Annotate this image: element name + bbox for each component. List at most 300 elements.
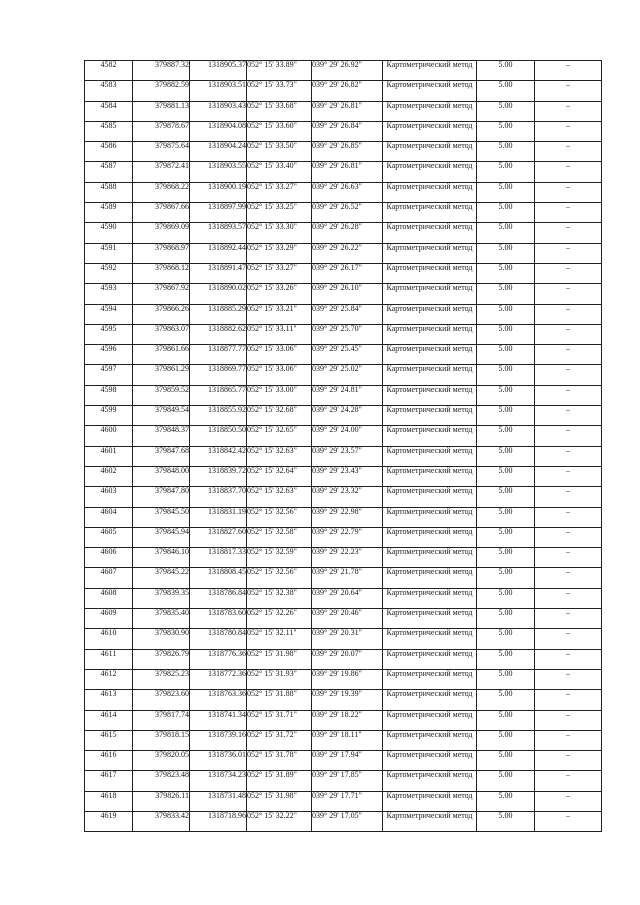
note-cell: – [535,142,602,162]
table-row [85,121,602,141]
table-body [85,61,602,832]
table-row [85,690,602,710]
note-cell: – [535,446,602,466]
x-coordinate-cell: 379887.32 [133,61,190,81]
x-coordinate-cell: 379861.66 [133,345,190,365]
y-coordinate-cell: 1318905.37 [190,61,247,81]
method-cell: Картометрический метод [383,690,477,710]
y-coordinate-cell: 1318903.51 [190,81,247,101]
y-coordinate-cell: 1318808.45 [190,568,247,588]
point-number-cell: 4603 [85,487,133,507]
point-number-cell: 4604 [85,507,133,527]
latitude-cell: 052° 15' 31.98" [247,791,312,811]
point-number-cell: 4586 [85,142,133,162]
error-cell: 5.00 [477,324,535,344]
note-cell: – [535,81,602,101]
method-cell: Картометрический метод [383,284,477,304]
note-cell: – [535,669,602,689]
method-cell: Картометрический метод [383,568,477,588]
y-coordinate-cell: 1318900.19 [190,182,247,202]
longitude-cell: 039° 29' 22.23" [312,548,383,568]
method-cell: Картометрический метод [383,507,477,527]
longitude-cell: 039° 29' 23.43" [312,466,383,486]
x-coordinate-cell: 379872.41 [133,162,190,182]
latitude-cell: 052° 15' 32.65" [247,426,312,446]
method-cell: Картометрический метод [383,487,477,507]
table-row [85,527,602,547]
longitude-cell: 039° 29' 19.39" [312,690,383,710]
method-cell: Картометрический метод [383,669,477,689]
longitude-cell: 039° 29' 17.94" [312,751,383,771]
x-coordinate-cell: 379839.35 [133,588,190,608]
method-cell: Картометрический метод [383,811,477,831]
longitude-cell: 039° 29' 18.11" [312,730,383,750]
latitude-cell: 052° 15' 32.11" [247,629,312,649]
error-cell: 5.00 [477,142,535,162]
error-cell: 5.00 [477,203,535,223]
error-cell: 5.00 [477,385,535,405]
longitude-cell: 039° 29' 26.63" [312,182,383,202]
method-cell: Картометрический метод [383,771,477,791]
latitude-cell: 052° 15' 33.26" [247,284,312,304]
x-coordinate-cell: 379826.11 [133,791,190,811]
longitude-cell: 039° 29' 22.79" [312,527,383,547]
x-coordinate-cell: 379845.94 [133,527,190,547]
note-cell: – [535,304,602,324]
method-cell: Картометрический метод [383,243,477,263]
note-cell: – [535,527,602,547]
error-cell: 5.00 [477,345,535,365]
note-cell: – [535,263,602,283]
table-row [85,345,602,365]
note-cell: – [535,690,602,710]
y-coordinate-cell: 1318780.84 [190,629,247,649]
y-coordinate-cell: 1318869.77 [190,365,247,385]
longitude-cell: 039° 29' 17.71" [312,791,383,811]
y-coordinate-cell: 1318786.84 [190,588,247,608]
table-row [85,710,602,730]
table-row [85,365,602,385]
table-row [85,324,602,344]
y-coordinate-cell: 1318839.72 [190,466,247,486]
x-coordinate-cell: 379848.00 [133,466,190,486]
note-cell: – [535,588,602,608]
error-cell: 5.00 [477,649,535,669]
longitude-cell: 039° 29' 26.10" [312,284,383,304]
table-row [85,61,602,81]
error-cell: 5.00 [477,690,535,710]
latitude-cell: 052° 15' 33.21" [247,304,312,324]
error-cell: 5.00 [477,243,535,263]
error-cell: 5.00 [477,81,535,101]
longitude-cell: 039° 29' 20.07" [312,649,383,669]
latitude-cell: 052° 15' 32.58" [247,527,312,547]
longitude-cell: 039° 29' 26.22" [312,243,383,263]
error-cell: 5.00 [477,487,535,507]
x-coordinate-cell: 379820.05 [133,751,190,771]
table-row [85,811,602,831]
method-cell: Картометрический метод [383,385,477,405]
point-number-cell: 4617 [85,771,133,791]
x-coordinate-cell: 379817.74 [133,710,190,730]
y-coordinate-cell: 1318731.48 [190,791,247,811]
latitude-cell: 052° 15' 33.50" [247,142,312,162]
longitude-cell: 039° 29' 25.84" [312,304,383,324]
table-row [85,669,602,689]
error-cell: 5.00 [477,304,535,324]
method-cell: Картометрический метод [383,649,477,669]
y-coordinate-cell: 1318842.42 [190,446,247,466]
x-coordinate-cell: 379823.48 [133,771,190,791]
point-number-cell: 4608 [85,588,133,608]
y-coordinate-cell: 1318817.33 [190,548,247,568]
note-cell: – [535,487,602,507]
y-coordinate-cell: 1318736.01 [190,751,247,771]
note-cell: – [535,203,602,223]
longitude-cell: 039° 29' 26.82" [312,81,383,101]
longitude-cell: 039° 29' 23.57" [312,446,383,466]
latitude-cell: 052° 15' 33.68" [247,101,312,121]
y-coordinate-cell: 1318892.44 [190,243,247,263]
table-row [85,182,602,202]
method-cell: Картометрический метод [383,588,477,608]
longitude-cell: 039° 29' 25.02" [312,365,383,385]
method-cell: Картометрический метод [383,426,477,446]
note-cell: – [535,629,602,649]
method-cell: Картометрический метод [383,730,477,750]
method-cell: Картометрический метод [383,324,477,344]
note-cell: – [535,406,602,426]
y-coordinate-cell: 1318877.77 [190,345,247,365]
table-row [85,568,602,588]
y-coordinate-cell: 1318783.60 [190,609,247,629]
error-cell: 5.00 [477,182,535,202]
point-number-cell: 4616 [85,751,133,771]
table-row [85,629,602,649]
y-coordinate-cell: 1318890.02 [190,284,247,304]
point-number-cell: 4585 [85,121,133,141]
latitude-cell: 052° 15' 31.72" [247,730,312,750]
method-cell: Картометрический метод [383,121,477,141]
table-row [85,730,602,750]
latitude-cell: 052° 15' 31.78" [247,751,312,771]
y-coordinate-cell: 1318734.23 [190,771,247,791]
y-coordinate-cell: 1318885.29 [190,304,247,324]
x-coordinate-cell: 379868.22 [133,182,190,202]
point-number-cell: 4594 [85,304,133,324]
longitude-cell: 039° 29' 17.85" [312,771,383,791]
x-coordinate-cell: 379866.26 [133,304,190,324]
latitude-cell: 052° 15' 32.68" [247,406,312,426]
point-number-cell: 4587 [85,162,133,182]
latitude-cell: 052° 15' 33.06" [247,345,312,365]
longitude-cell: 039° 29' 26.81" [312,162,383,182]
error-cell: 5.00 [477,223,535,243]
longitude-cell: 039° 29' 26.85" [312,142,383,162]
error-cell: 5.00 [477,609,535,629]
x-coordinate-cell: 379868.97 [133,243,190,263]
error-cell: 5.00 [477,811,535,831]
error-cell: 5.00 [477,527,535,547]
method-cell: Картометрический метод [383,527,477,547]
latitude-cell: 052° 15' 32.63" [247,487,312,507]
latitude-cell: 052° 15' 31.93" [247,669,312,689]
y-coordinate-cell: 1318850.50 [190,426,247,446]
method-cell: Картометрический метод [383,263,477,283]
table-row [85,243,602,263]
latitude-cell: 052° 15' 33.73" [247,81,312,101]
latitude-cell: 052° 15' 32.22" [247,811,312,831]
x-coordinate-cell: 379823.60 [133,690,190,710]
point-number-cell: 4606 [85,548,133,568]
longitude-cell: 039° 29' 20.64" [312,588,383,608]
point-number-cell: 4591 [85,243,133,263]
table-row [85,304,602,324]
point-number-cell: 4613 [85,690,133,710]
table-row [85,81,602,101]
latitude-cell: 052° 15' 32.64" [247,466,312,486]
latitude-cell: 052° 15' 31.98" [247,649,312,669]
point-number-cell: 4607 [85,568,133,588]
longitude-cell: 039° 29' 17.05" [312,811,383,831]
x-coordinate-cell: 379848.37 [133,426,190,446]
longitude-cell: 039° 29' 26.92" [312,61,383,81]
note-cell: – [535,61,602,81]
error-cell: 5.00 [477,507,535,527]
note-cell: – [535,345,602,365]
error-cell: 5.00 [477,406,535,426]
method-cell: Картометрический метод [383,182,477,202]
method-cell: Картометрический метод [383,203,477,223]
y-coordinate-cell: 1318865.77 [190,385,247,405]
note-cell: – [535,284,602,304]
table-row [85,406,602,426]
point-number-cell: 4610 [85,629,133,649]
x-coordinate-cell: 379875.64 [133,142,190,162]
point-number-cell: 4605 [85,527,133,547]
table-row [85,101,602,121]
note-cell: – [535,121,602,141]
note-cell: – [535,751,602,771]
longitude-cell: 039° 29' 26.52" [312,203,383,223]
point-number-cell: 4593 [85,284,133,304]
note-cell: – [535,385,602,405]
latitude-cell: 052° 15' 33.29" [247,243,312,263]
table-row [85,142,602,162]
x-coordinate-cell: 379825.23 [133,669,190,689]
longitude-cell: 039° 29' 18.22" [312,710,383,730]
longitude-cell: 039° 29' 26.17" [312,263,383,283]
point-number-cell: 4609 [85,609,133,629]
x-coordinate-cell: 379835.40 [133,609,190,629]
point-number-cell: 4589 [85,203,133,223]
latitude-cell: 052° 15' 32.56" [247,568,312,588]
table-row [85,385,602,405]
point-number-cell: 4597 [85,365,133,385]
longitude-cell: 039° 29' 23.32" [312,487,383,507]
note-cell: – [535,609,602,629]
x-coordinate-cell: 379867.66 [133,203,190,223]
table-row [85,263,602,283]
error-cell: 5.00 [477,791,535,811]
y-coordinate-cell: 1318837.70 [190,487,247,507]
y-coordinate-cell: 1318855.92 [190,406,247,426]
x-coordinate-cell: 379830.90 [133,629,190,649]
method-cell: Картометрический метод [383,629,477,649]
table-row [85,791,602,811]
latitude-cell: 052° 15' 32.63" [247,446,312,466]
longitude-cell: 039° 29' 26.84" [312,121,383,141]
note-cell: – [535,507,602,527]
error-cell: 5.00 [477,710,535,730]
x-coordinate-cell: 379849.54 [133,406,190,426]
point-number-cell: 4599 [85,406,133,426]
x-coordinate-cell: 379868.12 [133,263,190,283]
point-number-cell: 4611 [85,649,133,669]
table-row [85,162,602,182]
latitude-cell: 052° 15' 32.38" [247,588,312,608]
note-cell: – [535,791,602,811]
method-cell: Картометрический метод [383,446,477,466]
x-coordinate-cell: 379867.92 [133,284,190,304]
note-cell: – [535,466,602,486]
error-cell: 5.00 [477,669,535,689]
table-row [85,203,602,223]
table-row [85,426,602,446]
longitude-cell: 039° 29' 25.45" [312,345,383,365]
note-cell: – [535,771,602,791]
error-cell: 5.00 [477,263,535,283]
method-cell: Картометрический метод [383,791,477,811]
y-coordinate-cell: 1318882.62 [190,324,247,344]
error-cell: 5.00 [477,629,535,649]
error-cell: 5.00 [477,548,535,568]
table-row [85,223,602,243]
note-cell: – [535,101,602,121]
error-cell: 5.00 [477,751,535,771]
latitude-cell: 052° 15' 33.06" [247,365,312,385]
y-coordinate-cell: 1318741.34 [190,710,247,730]
y-coordinate-cell: 1318904.08 [190,121,247,141]
point-number-cell: 4614 [85,710,133,730]
longitude-cell: 039° 29' 24.81" [312,385,383,405]
point-number-cell: 4584 [85,101,133,121]
x-coordinate-cell: 379882.59 [133,81,190,101]
error-cell: 5.00 [477,365,535,385]
error-cell: 5.00 [477,588,535,608]
latitude-cell: 052° 15' 33.60" [247,121,312,141]
latitude-cell: 052° 15' 33.11" [247,324,312,344]
method-cell: Картометрический метод [383,609,477,629]
note-cell: – [535,182,602,202]
latitude-cell: 052° 15' 33.25" [247,203,312,223]
y-coordinate-cell: 1318904.24 [190,142,247,162]
point-number-cell: 4615 [85,730,133,750]
point-number-cell: 4601 [85,446,133,466]
latitude-cell: 052° 15' 33.40" [247,162,312,182]
latitude-cell: 052° 15' 31.88" [247,690,312,710]
method-cell: Картометрический метод [383,304,477,324]
point-number-cell: 4583 [85,81,133,101]
x-coordinate-cell: 379826.79 [133,649,190,669]
table-row [85,507,602,527]
x-coordinate-cell: 379845.50 [133,507,190,527]
latitude-cell: 052° 15' 32.59" [247,548,312,568]
method-cell: Картометрический метод [383,223,477,243]
y-coordinate-cell: 1318718.96 [190,811,247,831]
x-coordinate-cell: 379861.29 [133,365,190,385]
note-cell: – [535,710,602,730]
longitude-cell: 039° 29' 21.78" [312,568,383,588]
table-row [85,284,602,304]
method-cell: Картометрический метод [383,466,477,486]
point-number-cell: 4595 [85,324,133,344]
method-cell: Картометрический метод [383,710,477,730]
point-number-cell: 4619 [85,811,133,831]
point-number-cell: 4592 [85,263,133,283]
method-cell: Картометрический метод [383,162,477,182]
y-coordinate-cell: 1318827.60 [190,527,247,547]
table-row [85,487,602,507]
latitude-cell: 052° 15' 31.71" [247,710,312,730]
point-number-cell: 4596 [85,345,133,365]
method-cell: Картометрический метод [383,751,477,771]
note-cell: – [535,365,602,385]
longitude-cell: 039° 29' 26.28" [312,223,383,243]
y-coordinate-cell: 1318739.16 [190,730,247,750]
note-cell: – [535,324,602,344]
latitude-cell: 052° 15' 33.27" [247,182,312,202]
table-row [85,588,602,608]
method-cell: Картометрический метод [383,365,477,385]
error-cell: 5.00 [477,61,535,81]
point-number-cell: 4618 [85,791,133,811]
error-cell: 5.00 [477,162,535,182]
coordinates-table [84,60,602,832]
latitude-cell: 052° 15' 33.00" [247,385,312,405]
y-coordinate-cell: 1318891.47 [190,263,247,283]
method-cell: Картометрический метод [383,142,477,162]
error-cell: 5.00 [477,284,535,304]
method-cell: Картометрический метод [383,101,477,121]
longitude-cell: 039° 29' 20.46" [312,609,383,629]
error-cell: 5.00 [477,730,535,750]
x-coordinate-cell: 379863.07 [133,324,190,344]
longitude-cell: 039° 29' 24.00" [312,426,383,446]
x-coordinate-cell: 379818.15 [133,730,190,750]
latitude-cell: 052° 15' 32.26" [247,609,312,629]
y-coordinate-cell: 1318903.43 [190,101,247,121]
y-coordinate-cell: 1318772.36 [190,669,247,689]
error-cell: 5.00 [477,121,535,141]
point-number-cell: 4590 [85,223,133,243]
note-cell: – [535,223,602,243]
point-number-cell: 4612 [85,669,133,689]
point-number-cell: 4582 [85,61,133,81]
point-number-cell: 4588 [85,182,133,202]
point-number-cell: 4602 [85,466,133,486]
longitude-cell: 039° 29' 26.81" [312,101,383,121]
x-coordinate-cell: 379869.09 [133,223,190,243]
error-cell: 5.00 [477,426,535,446]
error-cell: 5.00 [477,771,535,791]
longitude-cell: 039° 29' 25.70" [312,324,383,344]
table-row [85,548,602,568]
table-row [85,771,602,791]
error-cell: 5.00 [477,446,535,466]
table-row [85,466,602,486]
y-coordinate-cell: 1318903.55 [190,162,247,182]
